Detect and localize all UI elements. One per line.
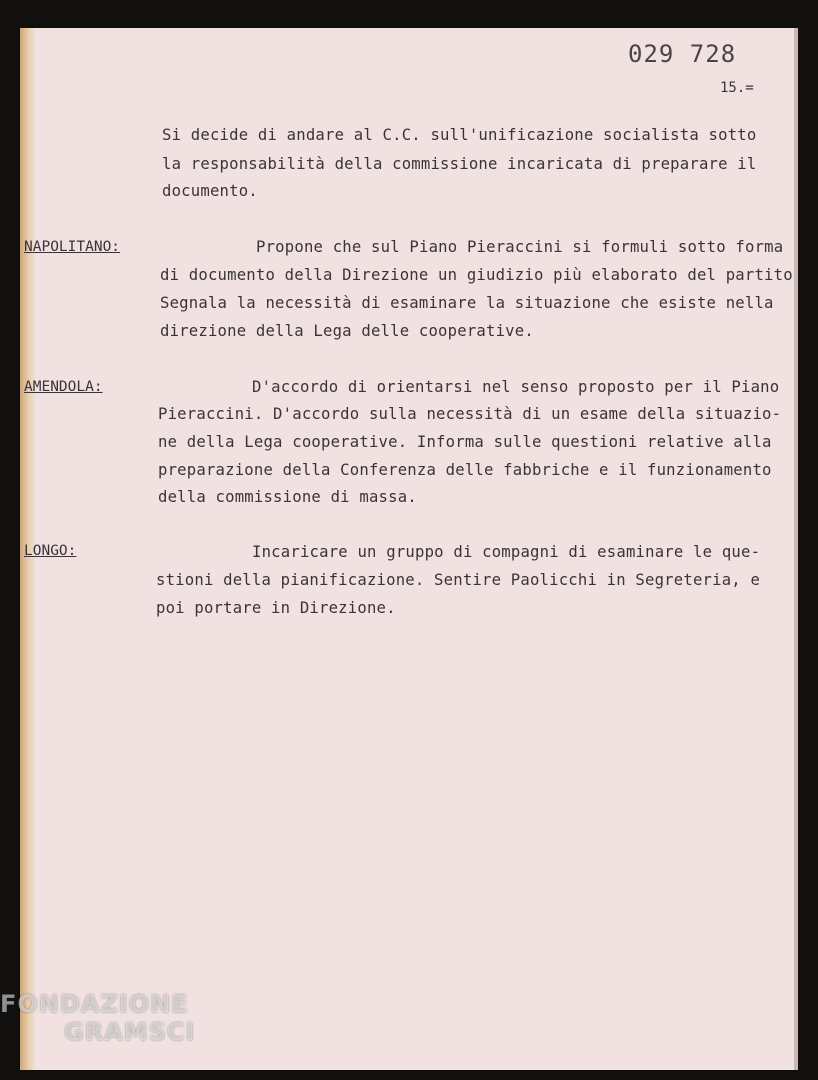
section-line: Incaricare un gruppo di compagni di esaminare le que- — [252, 543, 761, 561]
section-line: Segnala la necessità di esaminare la situazione che esiste nella — [160, 294, 774, 312]
section-line: della commissione di massa. — [158, 488, 417, 506]
section-line: di documento della Direzione un giudizio più elaborato del partito — [160, 266, 793, 284]
logo-line-1: FONDAZIONE — [0, 990, 189, 1018]
speaker-napolitano: NAPOLITANO: — [24, 239, 121, 255]
logo-line-2: GRAMSCI — [64, 1018, 196, 1046]
section-line: D'accordo di orientarsi nel senso proposto per il Piano — [252, 378, 780, 396]
section-line: Pieraccini. D'accordo sulla necessità di un esame della situazio- — [158, 405, 782, 423]
archive-stamp: 029 728 — [628, 40, 737, 68]
intro-line: Si decide di andare al C.C. sull'unificazione socialista sotto — [162, 126, 757, 144]
speaker-longo: LONGO: — [24, 543, 77, 559]
fondazione-gramsci-logo — [0, 990, 195, 1046]
section-line: preparazione della Conferenza delle fabbriche e il funzionamento — [158, 461, 772, 479]
section-line: poi portare in Direzione. — [156, 599, 396, 617]
section-line: direzione della Lega delle cooperative. — [160, 322, 534, 340]
intro-line: la responsabilità della commissione incaricata di preparare il — [162, 155, 757, 173]
speaker-amendola: AMENDOLA: — [24, 379, 103, 395]
page-right-edge — [794, 28, 798, 1070]
section-line: ne della Lega cooperative. Informa sulle questioni relative alla — [158, 433, 772, 451]
section-line: stioni della pianificazione. Sentire Paolicchi in Segreteria, e — [156, 571, 761, 589]
section-line: Propone che sul Piano Pieraccini si formuli sotto forma — [256, 238, 784, 256]
intro-line: documento. — [162, 182, 258, 200]
page-number: 15.= — [720, 80, 754, 96]
